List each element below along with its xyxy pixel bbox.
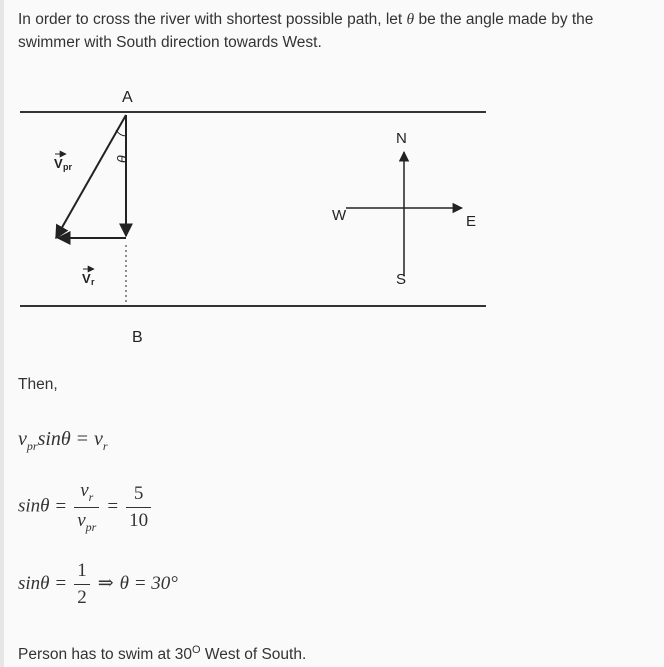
compass-east-label: E	[466, 213, 477, 230]
compass	[332, 130, 476, 288]
eq3-result: θ = 30°	[119, 572, 178, 594]
point-b-label: B	[132, 329, 143, 346]
intro-text-start: In order to cross the river with shortest possible path, let	[18, 11, 403, 28]
eq2-lhs: sinθ	[18, 495, 50, 517]
compass-west-label: W	[332, 207, 347, 224]
eq3-fraction-half	[74, 560, 90, 609]
conclusion-before: Person has to swim at 30	[18, 646, 193, 664]
eq3-lhs: sinθ	[18, 572, 50, 594]
eq2-numerator: $v_r$	[80, 480, 94, 504]
eq3-implies: ⇒	[97, 572, 114, 594]
theta-label: θ	[114, 155, 130, 163]
intro-theta-symbol: θ	[406, 11, 415, 28]
vr-label	[82, 269, 95, 287]
svg-text:pr: pr	[63, 162, 72, 172]
eq3-equals: =	[55, 572, 67, 594]
compass-south-label: S	[396, 271, 407, 288]
conclusion-after: West of South.	[204, 646, 307, 664]
eq2-fraction-numeric	[126, 483, 151, 532]
eq2-fraction-velocities	[74, 480, 99, 535]
eq1-equals: =	[76, 428, 89, 450]
equation-theta-result	[18, 560, 178, 609]
equation-sin-theta-ratio	[18, 480, 153, 535]
eq3-num: 1	[77, 560, 87, 581]
svg-text:V: V	[54, 156, 63, 171]
swimmer-velocity-arrow	[56, 115, 126, 238]
intro-text-end: be the angle made by the swimmer with South direction towards West.	[18, 11, 594, 51]
eq1-pr: pr	[26, 439, 38, 453]
point-a-label: A	[122, 89, 133, 106]
svg-text:r: r	[91, 277, 95, 287]
vpr-label	[54, 154, 72, 172]
compass-north-label: N	[396, 130, 407, 147]
eq1-sin-theta: sinθ	[37, 428, 71, 450]
eq2-num-5: 5	[133, 482, 144, 504]
conclusion-degree: O	[192, 644, 201, 656]
conclusion-text	[18, 644, 306, 664]
eq1-vr: v	[94, 428, 103, 450]
eq2-den-10: 10	[126, 507, 151, 532]
river-crossing-diagram	[0, 80, 664, 350]
eq1-v: v	[18, 428, 27, 450]
eq3-den: 2	[74, 584, 90, 609]
then-label: Then,	[18, 376, 58, 393]
eq2-equals-2: =	[107, 495, 119, 517]
eq2-denominator: $v_{pr}$	[74, 507, 99, 535]
eq2-equals-1: =	[55, 495, 67, 517]
intro-paragraph	[18, 8, 658, 54]
svg-text:V: V	[82, 271, 91, 286]
eq1-r: r	[102, 439, 108, 453]
equation-vpr-sin-theta	[18, 428, 108, 454]
